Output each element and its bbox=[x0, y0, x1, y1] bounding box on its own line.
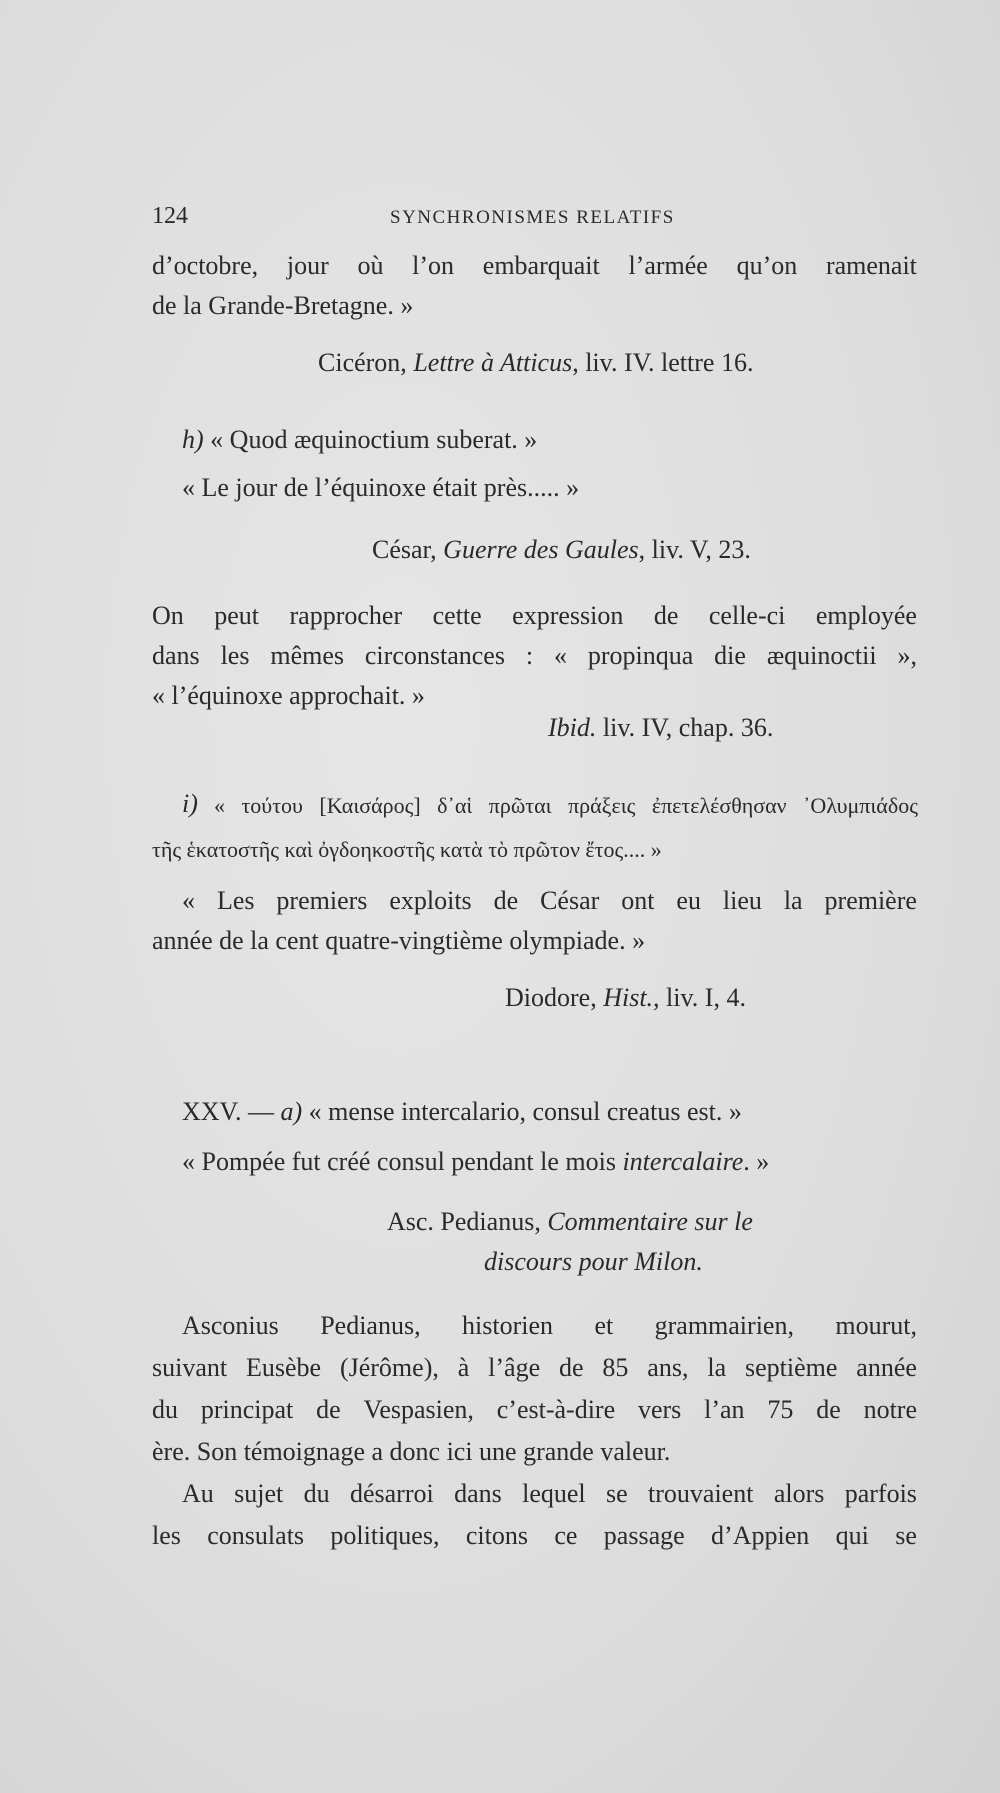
running-title: SYNCHRONISMES RELATIFS bbox=[390, 207, 675, 228]
word: de bbox=[493, 886, 519, 915]
text-line bbox=[152, 1352, 917, 1384]
citation-work: Lettre à Atticus bbox=[413, 348, 573, 377]
word: les bbox=[152, 1521, 181, 1550]
item-marker: a) bbox=[280, 1097, 303, 1126]
word: alors bbox=[773, 1479, 825, 1508]
word: τούτου bbox=[241, 793, 303, 818]
word: δ᾽αἱ bbox=[437, 793, 473, 818]
word: », bbox=[897, 641, 917, 670]
citation bbox=[505, 982, 746, 1014]
citation-author: Diodore, bbox=[505, 983, 597, 1012]
quote-french: année de la cent quatre-vingtième olympiade. » bbox=[152, 926, 646, 955]
word: ont bbox=[621, 886, 655, 915]
word: lieu bbox=[722, 886, 762, 915]
word: du bbox=[303, 1479, 330, 1508]
word: eu bbox=[676, 886, 701, 915]
word: vers bbox=[637, 1395, 682, 1424]
word: du bbox=[152, 1395, 178, 1424]
citation-detail: , liv. IV. lettre 16. bbox=[572, 348, 754, 377]
word: la bbox=[707, 1353, 727, 1382]
word: où bbox=[357, 251, 384, 280]
word: peut bbox=[214, 601, 260, 630]
word: celle-ci bbox=[708, 601, 786, 630]
quote-french bbox=[182, 885, 917, 917]
word: c’est-à-dire bbox=[496, 1395, 616, 1424]
citation-work: Hist., bbox=[603, 983, 660, 1012]
word: trouvaient bbox=[648, 1479, 754, 1508]
text-line bbox=[152, 250, 917, 282]
item-marker: i) bbox=[182, 789, 198, 818]
word: principat bbox=[200, 1395, 294, 1424]
text-line: ère. Son témoignage a donc ici une grande valeur. bbox=[152, 1437, 671, 1466]
word: mourut, bbox=[835, 1311, 917, 1340]
word: Les bbox=[216, 886, 255, 915]
word: Pedianus, bbox=[320, 1311, 421, 1340]
text-line bbox=[152, 600, 917, 632]
word: politiques, bbox=[330, 1521, 440, 1550]
word: ἐπετελέσθησαν bbox=[651, 793, 787, 818]
word: æquinoctii bbox=[766, 641, 877, 670]
word: à bbox=[457, 1353, 470, 1382]
word: désarroi bbox=[349, 1479, 434, 1508]
word: suivant bbox=[152, 1353, 228, 1382]
word: (Jérôme), bbox=[339, 1353, 439, 1382]
text-line: de la Grande-Bretagne. » bbox=[152, 291, 414, 320]
citation-detail: liv. IV, chap. 36. bbox=[596, 713, 774, 742]
word: ᾽Ολυμπιάδος bbox=[803, 793, 918, 818]
word: « bbox=[553, 641, 567, 670]
word: premiers bbox=[276, 886, 368, 915]
word: [Καισάρος] bbox=[319, 793, 421, 818]
word: de bbox=[653, 601, 679, 630]
word: de bbox=[316, 1395, 341, 1424]
word: 85 bbox=[602, 1353, 629, 1382]
word: se bbox=[606, 1479, 628, 1508]
word: les bbox=[220, 641, 250, 670]
word: πρῶται bbox=[488, 793, 552, 818]
word: César bbox=[540, 886, 600, 915]
word: consulats bbox=[207, 1521, 305, 1550]
text-line bbox=[152, 1394, 917, 1426]
section-number: XXV. — bbox=[182, 1097, 281, 1126]
word: : bbox=[525, 641, 534, 670]
word: passage bbox=[603, 1521, 685, 1550]
citation-work: Commentaire sur le bbox=[547, 1207, 753, 1236]
citation-detail: , liv. V, 23. bbox=[638, 535, 751, 564]
word: On bbox=[152, 601, 184, 630]
item-marker: h) bbox=[182, 425, 204, 454]
quote-greek bbox=[214, 790, 918, 822]
word: d’octobre, bbox=[152, 251, 259, 280]
citation bbox=[372, 534, 751, 566]
word: jour bbox=[286, 251, 329, 280]
word: employée bbox=[815, 601, 917, 630]
text-line bbox=[182, 1310, 917, 1342]
word: d’Appien bbox=[711, 1521, 810, 1550]
word: septième bbox=[744, 1353, 838, 1382]
word: embarquait bbox=[482, 251, 600, 280]
word: qu’on bbox=[736, 251, 798, 280]
page-number: 124 bbox=[152, 203, 188, 229]
word: die bbox=[714, 641, 746, 670]
word: sujet bbox=[234, 1479, 284, 1508]
word: qui bbox=[835, 1521, 869, 1550]
word: de bbox=[559, 1353, 584, 1382]
word: l’armée bbox=[628, 251, 708, 280]
citation-author: Cicéron, bbox=[318, 348, 407, 377]
word: citons bbox=[465, 1521, 528, 1550]
citation bbox=[548, 712, 773, 744]
word: Asconius bbox=[182, 1311, 279, 1340]
section-heading: XXV. — a) « mense intercalario, consul creatus est. » bbox=[182, 1097, 742, 1126]
word: mêmes bbox=[270, 641, 344, 670]
word: dans bbox=[152, 641, 200, 670]
word: Au bbox=[182, 1479, 214, 1508]
citation bbox=[484, 1246, 703, 1278]
word: Eusèbe bbox=[245, 1353, 322, 1382]
text-line bbox=[182, 1478, 917, 1510]
citation bbox=[387, 1206, 753, 1238]
word: de bbox=[816, 1395, 841, 1424]
citation-author: Asc. Pedianus, bbox=[387, 1207, 541, 1236]
word: propinqua bbox=[587, 641, 694, 670]
word: lequel bbox=[522, 1479, 586, 1508]
word: année bbox=[856, 1353, 917, 1382]
word: la bbox=[783, 886, 803, 915]
word: parfois bbox=[844, 1479, 917, 1508]
word: « bbox=[214, 793, 225, 818]
quote-french: « Le jour de l’équinoxe était près..... » bbox=[182, 473, 580, 502]
word: Vespasien, bbox=[363, 1395, 474, 1424]
word: circonstances bbox=[364, 641, 505, 670]
citation bbox=[318, 347, 753, 379]
word: première bbox=[824, 886, 917, 915]
word: et bbox=[594, 1311, 614, 1340]
text-line bbox=[152, 1520, 917, 1552]
citation-author: César, bbox=[372, 535, 437, 564]
text-line: « l’équinoxe approchait. » bbox=[152, 681, 425, 710]
word: exploits bbox=[389, 886, 472, 915]
citation-work: Ibid. bbox=[548, 713, 597, 742]
word: l’âge bbox=[488, 1353, 541, 1382]
word: l’an bbox=[704, 1395, 745, 1424]
word: grammairien, bbox=[654, 1311, 794, 1340]
word: « bbox=[182, 886, 195, 915]
word: notre bbox=[863, 1395, 917, 1424]
quote-greek: τῆς ἑκατοστῆς καὶ ὀγδοηκοστῆς κατὰ τὸ πρῶτον ἔτος.... » bbox=[152, 837, 662, 862]
citation-work: discours pour Milon. bbox=[484, 1247, 703, 1276]
word: ans, bbox=[647, 1353, 689, 1382]
quote-french: « Pompée fut créé consul pendant le mois intercalaire. » bbox=[182, 1147, 770, 1176]
word: se bbox=[895, 1521, 917, 1550]
word: dans bbox=[454, 1479, 502, 1508]
word: ce bbox=[554, 1521, 578, 1550]
word: expression bbox=[512, 601, 624, 630]
text-line bbox=[152, 640, 917, 672]
quote-latin: h) « Quod æquinoctium suberat. » bbox=[182, 425, 538, 454]
citation-detail: liv. I, 4. bbox=[659, 983, 746, 1012]
word: historien bbox=[462, 1311, 554, 1340]
citation-work: Guerre des Gaules bbox=[443, 535, 639, 564]
word: cette bbox=[432, 601, 482, 630]
word: 75 bbox=[767, 1395, 794, 1424]
word: l’on bbox=[412, 251, 455, 280]
word: ramenait bbox=[825, 251, 917, 280]
word: rapprocher bbox=[289, 601, 403, 630]
word: πράξεις bbox=[568, 793, 636, 818]
